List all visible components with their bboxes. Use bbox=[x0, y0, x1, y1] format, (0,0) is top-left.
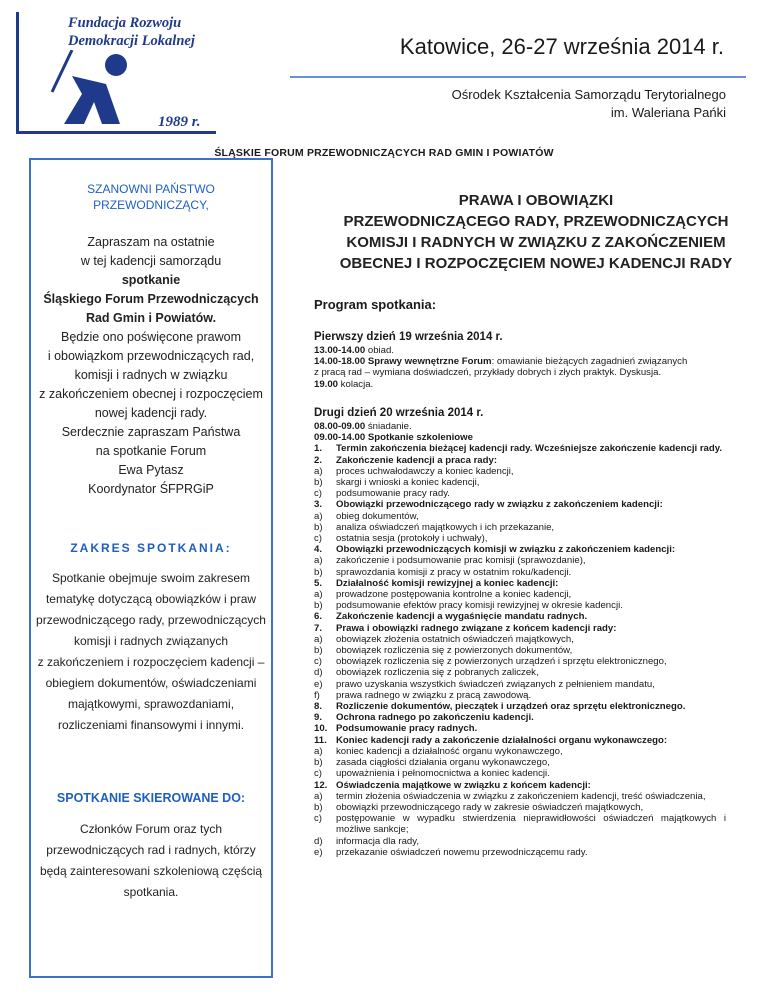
program-item bbox=[314, 735, 726, 746]
zakres-line: majątkowymi, sprawozdaniami, bbox=[67, 697, 235, 711]
program-item-text: zasada ciągłości działania organu wykonawczego, bbox=[336, 757, 550, 769]
target-line: będą zainteresowani szkoleniową częścią bbox=[39, 864, 263, 878]
invite-line: nowej kadencji rady. bbox=[94, 406, 208, 420]
zakres-line: komisji i radnych związanych bbox=[73, 634, 229, 648]
program-item-text: ostatnia sesja (protokoły i uchwały), bbox=[336, 533, 488, 545]
program-item bbox=[314, 488, 726, 499]
program-item bbox=[314, 836, 726, 847]
day2-heading: Drugi dzień 20 września 2014 r. bbox=[314, 407, 484, 419]
day1-text: obiad. bbox=[365, 345, 395, 356]
program-item-marker: b) bbox=[314, 566, 323, 578]
day1-section bbox=[314, 331, 726, 390]
program-item-marker: b) bbox=[314, 521, 323, 533]
header-venue bbox=[300, 86, 726, 122]
zakres-line: z zakończeniem i rozpoczęciem kadencji – bbox=[37, 655, 265, 669]
greeting-line2: PRZEWODNICZĄCY, bbox=[93, 198, 209, 212]
forum-title: ŚLĄSKIE FORUM PRZEWODNICZĄCYCH RAD GMIN I POWIATÓW bbox=[214, 147, 554, 159]
program-item bbox=[314, 656, 726, 667]
program-item-text: Obowiązki przewodniczących komisji w związku z zakończeniem kadencji: bbox=[336, 544, 676, 556]
program-item bbox=[314, 522, 726, 533]
program-item-marker: a) bbox=[314, 465, 323, 477]
day1-heading: Pierwszy dzień 19 września 2014 r. bbox=[314, 331, 503, 343]
zakres-line: przewodniczącego rady, przewodniczących bbox=[36, 613, 266, 627]
main-title-line: PRAWA I OBOWIĄZKI bbox=[458, 192, 614, 209]
invite-line: w tej kadencji samorządu bbox=[80, 254, 222, 268]
program-item-marker: 2. bbox=[314, 454, 323, 466]
program-item-marker: c) bbox=[314, 768, 322, 780]
zakres-text bbox=[31, 568, 271, 736]
logo-year: 1989 r. bbox=[158, 114, 201, 130]
target-line: Członków Forum oraz tych bbox=[79, 822, 223, 836]
invite-line: i obowiązkom przewodniczących rad, bbox=[47, 349, 255, 363]
program-item-marker: c) bbox=[314, 656, 322, 668]
program-item-marker: a) bbox=[314, 633, 323, 645]
program-item-marker: b) bbox=[314, 645, 323, 657]
program-item bbox=[314, 544, 726, 555]
program-item bbox=[314, 701, 726, 712]
program-item-text: obieg dokumentów, bbox=[336, 510, 419, 522]
program-item bbox=[314, 555, 726, 566]
program-item-marker: 1. bbox=[314, 443, 323, 455]
program-item-text: koniec kadencji a działalność organu wykonawczego, bbox=[336, 745, 563, 757]
day1-line bbox=[314, 379, 726, 390]
target-heading: SPOTKANIE SKIEROWANE DO: bbox=[56, 791, 246, 805]
program-item-text: podsumowanie efektów pracy komisji rewizyjnej w okresie kadencji. bbox=[336, 600, 623, 612]
program-item-text: Termin zakończenia bieżącej kadencji rady. Wcześniejsze zakończenie kadencji rady. bbox=[336, 443, 723, 455]
program-item-marker: a) bbox=[314, 745, 323, 757]
program-item bbox=[314, 634, 726, 645]
program-item-text: Prawa i obowiązki radnego związane z końcem kadencji rady: bbox=[336, 622, 617, 634]
invite-line: Koordynator ŚFPRGiP bbox=[88, 482, 214, 496]
day1-line bbox=[314, 356, 726, 367]
day1-bold-text: Sprawy wewnętrzne Forum bbox=[365, 356, 492, 368]
program-item bbox=[314, 757, 726, 768]
zakres-line: rozliczeniami finansowymi i innymi. bbox=[57, 718, 245, 732]
program-item-text: obowiązki przewodniczącego rady w zakresie oświadczeń majątkowych, bbox=[336, 801, 644, 813]
program-item-marker: e) bbox=[314, 678, 323, 690]
program-item bbox=[314, 690, 726, 701]
program-item-marker: e) bbox=[314, 846, 323, 858]
program-item bbox=[314, 533, 726, 544]
day1-text: kolacja. bbox=[338, 378, 374, 390]
program-item-text: obowiązek rozliczenia się z pobranych zaliczek, bbox=[336, 667, 539, 679]
program-item bbox=[314, 511, 726, 522]
zakres-line: obiegiem dokumentów, oświadczeniami bbox=[45, 676, 257, 690]
zakres-line: tematykę dotyczącą obowiązków i praw bbox=[45, 592, 257, 606]
main-title-line: KOMISJI I RADNYCH W ZWIĄZKU Z ZAKOŃCZENIEM bbox=[346, 234, 726, 251]
program-item bbox=[314, 578, 726, 589]
program-item-marker: 3. bbox=[314, 499, 323, 511]
program-item-text: sprawozdania komisji z pracy w ostatnim roku/kadencji. bbox=[336, 566, 572, 578]
logo-title bbox=[68, 14, 258, 50]
target-line: przewodniczących rad i radnych, którzy bbox=[46, 843, 256, 857]
program-item bbox=[314, 667, 726, 678]
program-item bbox=[314, 679, 726, 690]
program-item-text: proces uchwałodawczy a koniec kadencji, bbox=[336, 465, 514, 477]
program-item-text: podsumowanie pracy rady. bbox=[336, 488, 450, 500]
program-item bbox=[314, 780, 726, 791]
invite-line: Rad Gmin i Powiatów. bbox=[85, 311, 217, 325]
invite-line: spotkanie bbox=[121, 273, 181, 287]
program-item-text: Działalność komisji rewizyjnej a koniec kadencji: bbox=[336, 577, 559, 589]
target-text bbox=[31, 819, 271, 903]
program-item-text: termin złożenia oświadczenia w związku z zakończeniem kadencji, treść oświadczenia, bbox=[336, 790, 706, 802]
program-item bbox=[314, 477, 726, 488]
program-item bbox=[314, 443, 726, 454]
day2-section bbox=[314, 407, 726, 858]
program-item-marker: c) bbox=[314, 533, 322, 545]
program-item-marker: f) bbox=[314, 689, 320, 701]
program-item-text: prowadzone postępowania kontrolne a koniec kadencji, bbox=[336, 589, 572, 601]
main-title-line: PRZEWODNICZĄCEGO RADY, PRZEWODNICZĄCYCH bbox=[343, 213, 729, 230]
program-item-marker: 6. bbox=[314, 611, 323, 623]
program-item-text: Obowiązki przewodniczącego rady w związku z zakończeniem kadencji: bbox=[336, 499, 663, 511]
logo-title-line1: Fundacja Rozwoju bbox=[68, 15, 182, 31]
program-item-marker: 8. bbox=[314, 701, 323, 713]
program-item bbox=[314, 746, 726, 757]
program-item-text: Zakończenie kadencji a wygaśnięcie mandatu radnych. bbox=[336, 611, 588, 623]
program-item-text: postępowanie w wypadku stwierdzenia nieprawidłowości oświadczeń majątkowych i możliwe sankcje; bbox=[336, 813, 726, 836]
invite-line: z zakończeniem obecnej i rozpoczęciem bbox=[39, 387, 263, 401]
main-title bbox=[316, 190, 756, 274]
program-item-marker: a) bbox=[314, 555, 323, 567]
invitation-box bbox=[29, 158, 273, 978]
program-item-text: informacja dla rady, bbox=[336, 835, 420, 847]
program-item bbox=[314, 466, 726, 477]
day1-time: 19.00 bbox=[314, 378, 339, 390]
zakres-line: Spotkanie obejmuje swoim zakresem bbox=[51, 571, 251, 585]
greeting bbox=[31, 182, 271, 212]
program-item-marker: b) bbox=[314, 757, 323, 769]
program-item-text: Ochrona radnego po zakończeniu kadencji. bbox=[336, 712, 534, 724]
program-item-marker: b) bbox=[314, 801, 323, 813]
program-item-text: obowiązek złożenia ostatnich oświadczeń majątkowych, bbox=[336, 633, 574, 645]
program-item-marker: c) bbox=[314, 488, 322, 500]
day2-time: 08.00-09.00 bbox=[314, 421, 366, 432]
header-divider bbox=[290, 76, 746, 78]
day1-text: : omawianie bieżących zagadnień związanych bbox=[491, 356, 688, 368]
greeting-line1: SZANOWNI PAŃSTWO bbox=[87, 182, 215, 196]
invite-line: Śląskiego Forum Przewodniczących bbox=[43, 292, 259, 306]
program-item-marker: b) bbox=[314, 600, 323, 612]
venue-line1: Ośrodek Kształcenia Samorządu Terytorialnego bbox=[451, 87, 726, 102]
logo-horizontal-line bbox=[16, 131, 216, 134]
program-item bbox=[314, 600, 726, 611]
target-line: spotkania. bbox=[123, 885, 179, 899]
program-item bbox=[314, 768, 726, 779]
program-item bbox=[314, 567, 726, 578]
program-item-marker: c) bbox=[314, 813, 322, 825]
program-item bbox=[314, 712, 726, 723]
invite-line: komisji i radnych w związku bbox=[74, 368, 228, 382]
program-item-text: Koniec kadencji rady a zakończenie działalności organu wykonawczego: bbox=[336, 734, 668, 746]
program-item-marker: d) bbox=[314, 835, 323, 847]
program-item bbox=[314, 847, 726, 858]
program-item-text: prawo uzyskania wszystkich świadczeń związanych z pełnieniem mandatu, bbox=[336, 678, 655, 690]
program-item-text: Oświadczenia majątkowe w związku z końcem kadencji: bbox=[336, 779, 591, 791]
program-item-marker: 5. bbox=[314, 577, 323, 589]
program-item-text: Rozliczenie dokumentów, pieczątek i urządzeń oraz sprzętu elektronicznego. bbox=[336, 701, 686, 713]
program-item-marker: 11. bbox=[314, 734, 327, 746]
day1-line bbox=[314, 367, 726, 378]
program-item-text: zakończenie i podsumowanie prac komisji (sprawozdanie), bbox=[336, 555, 586, 567]
day2-intro-text: Spotkanie szkoleniowe bbox=[365, 432, 473, 444]
logo-vertical-line bbox=[16, 12, 19, 132]
program-item bbox=[314, 623, 726, 634]
program-item-text: Podsumowanie pracy radnych. bbox=[336, 723, 478, 735]
program-item bbox=[314, 813, 726, 835]
program-item-marker: 4. bbox=[314, 544, 323, 556]
day2-intro-line bbox=[314, 432, 726, 443]
program-item-text: obowiązek rozliczenia się z powierzonych urządzeń i sprzętu elektronicznego, bbox=[336, 656, 667, 668]
invite-line: Zapraszam na ostatnie bbox=[87, 235, 215, 249]
zakres-heading: ZAKRES SPOTKANIA: bbox=[70, 541, 232, 555]
program-item-marker: d) bbox=[314, 667, 323, 679]
program-item bbox=[314, 791, 726, 802]
venue-line2: im. Waleriana Pańki bbox=[610, 105, 726, 120]
program-item-text: Zakończenie kadencji a praca rady: bbox=[336, 454, 498, 466]
day1-line bbox=[314, 345, 726, 356]
program-item-marker: b) bbox=[314, 477, 323, 489]
program-item-text: obowiązek rozliczenia się z powierzonych dokumentów, bbox=[336, 645, 573, 657]
program-item-marker: 10. bbox=[314, 723, 328, 735]
program-item-text: analiza oświadczeń majątkowych i ich przekazanie, bbox=[336, 521, 555, 533]
program-item-text: skargi i wnioski a koniec kadencji, bbox=[336, 477, 480, 489]
program-item-marker: 9. bbox=[314, 712, 323, 724]
program-item bbox=[314, 589, 726, 600]
logo-figure-icon bbox=[34, 50, 144, 128]
day1-text: z pracą rad – wymiana doświadczeń, przykłady dobrych i złych praktyk. Dyskusja. bbox=[314, 367, 662, 379]
program-item bbox=[314, 611, 726, 622]
program-label: Program spotkania: bbox=[314, 297, 437, 312]
program-item-marker: a) bbox=[314, 790, 323, 802]
main-title-line: OBECNEJ I ROZPOCZĘCIEM NOWEJ KADENCJI RADY bbox=[339, 255, 733, 272]
program-item-marker: 12. bbox=[314, 779, 328, 791]
invite-line: na spotkanie Forum bbox=[95, 444, 207, 458]
program-item bbox=[314, 455, 726, 466]
program-item-text: upoważnienia i pełnomocnictwa a koniec kadencji. bbox=[336, 768, 550, 780]
day2-intro-text: śniadanie. bbox=[365, 421, 412, 432]
day1-time: 14.00-18.00 bbox=[314, 356, 366, 368]
day2-intro-line bbox=[314, 421, 726, 432]
invitation-text bbox=[31, 233, 271, 499]
program-item-marker: a) bbox=[314, 510, 323, 522]
day2-time: 09.00-14.00 bbox=[314, 432, 366, 444]
logo-title-line2: Demokracji Lokalnej bbox=[68, 33, 195, 49]
invite-line: Serdecznie zapraszam Państwa bbox=[61, 425, 241, 439]
program-item bbox=[314, 499, 726, 510]
header-city-date: Katowice, 26-27 września 2014 r. bbox=[399, 34, 724, 59]
program-item-marker: a) bbox=[314, 589, 323, 601]
program-item-text: przekazanie oświadczeń nowemu przewodniczącemu rady. bbox=[336, 846, 588, 858]
invite-line: Ewa Pytasz bbox=[118, 463, 184, 477]
program-item bbox=[314, 645, 726, 656]
program-item bbox=[314, 802, 726, 813]
program-item-text: prawa radnego w związku z pracą zawodową. bbox=[336, 689, 532, 701]
day1-time: 13.00-14.00 bbox=[314, 345, 366, 356]
program-item bbox=[314, 723, 726, 734]
program-item-marker: 7. bbox=[314, 622, 323, 634]
invite-line: Będzie ono poświęcone prawom bbox=[61, 330, 241, 344]
